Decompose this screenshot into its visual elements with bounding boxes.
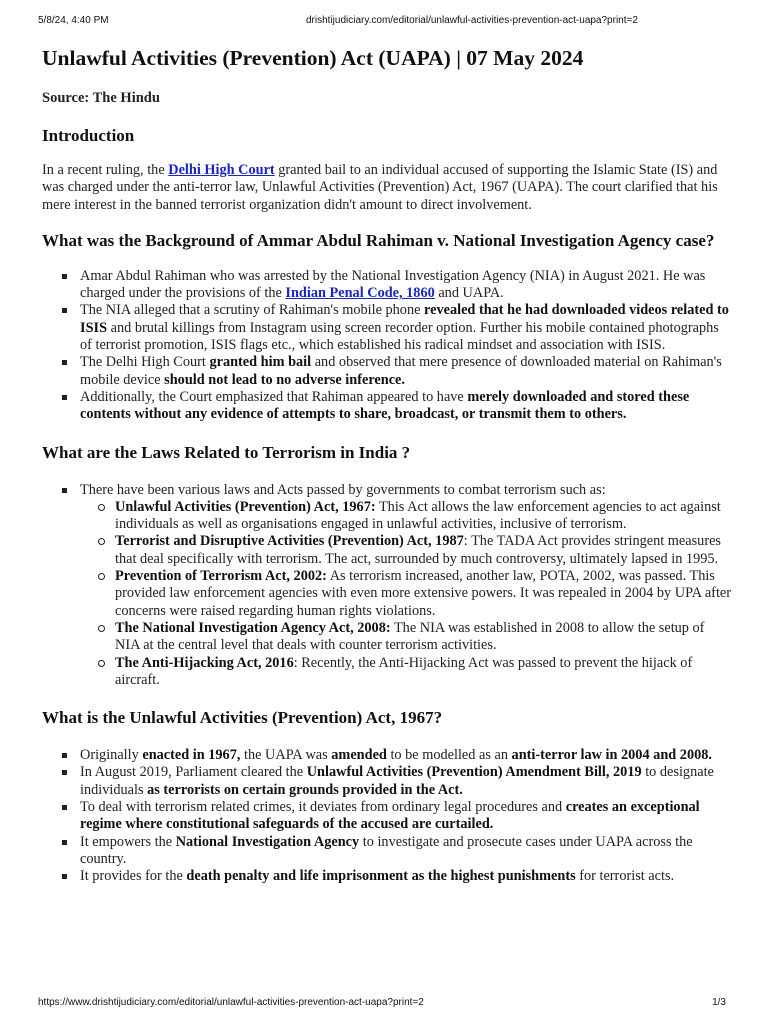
item-text: It empowers the	[80, 833, 176, 850]
item-text: to designate individuals	[80, 764, 714, 798]
sublist-item	[80, 620, 732, 655]
sublist-item	[80, 568, 732, 620]
item-bold: Unlawful Activities (Prevention) Amendment Bill, 2019	[306, 764, 642, 781]
page-title: Unlawful Activities (Prevention) Act (UAPA) | 07 May 2024	[42, 46, 584, 70]
list-item	[42, 482, 732, 690]
item-bold: granted him bail	[209, 354, 312, 371]
uapa-heading: What is the Unlawful Activities (Prevention) Act, 1967?	[42, 708, 443, 728]
list-item	[42, 302, 732, 354]
print-header	[0, 15, 768, 29]
item-text: Amar Abdul Rahiman who was arrested by the National Investigation Agency (NIA) in August 2021. He was charged under the provisions of the	[80, 267, 706, 302]
item-bold: The Anti-Hijacking Act, 2016	[115, 654, 294, 671]
list-item	[42, 389, 732, 424]
item-text: To deal with terrorism related crimes, it deviates from ordinary legal procedures and	[80, 799, 566, 816]
item-bold: Prevention of Terrorism Act, 2002:	[115, 568, 327, 585]
item-text: Additionally, the Court emphasized that Rahiman appeared to have	[80, 388, 468, 405]
list-item	[42, 834, 732, 869]
item-text: In August 2019, Parliament cleared the	[80, 764, 307, 781]
item-bold: anti-terror law in 2004 and 2008.	[511, 747, 712, 764]
item-text: and observed that mere presence of downloaded material on Rahiman's mobile device	[80, 354, 722, 388]
print-datetime: 5/8/24, 4:40 PM	[38, 15, 109, 26]
item-text: the UAPA was	[240, 747, 332, 764]
item-text: to be modelled as an	[386, 747, 512, 764]
item-text: This Act allows the law enforcement agencies to act against individuals as well as organisations engaged in unlawful activities, inclusive of terrorism.	[115, 498, 721, 533]
laws-sublist	[80, 499, 732, 689]
uapa-list	[42, 747, 732, 885]
item-bold: The National Investigation Agency Act, 2008:	[115, 619, 391, 636]
item-text: As terrorism increased, another law, POTA, 2002, was passed. This provided law enforcement agencies with even more extensive powers. It was repealed in 2004 by UPA after concerns were raised regarding human rights violations.	[115, 568, 732, 619]
item-bold: National Investigation Agency	[175, 833, 360, 850]
background-heading: What was the Background of Ammar Abdul Rahiman v. National Investigation Agency case?	[42, 230, 715, 250]
item-bold: Unlawful Activities (Prevention) Act, 1967:	[115, 498, 376, 515]
background-list	[42, 268, 732, 424]
item-text: : Recently, the Anti-Hijacking Act was passed to prevent the hijack of aircraft.	[115, 654, 693, 688]
item-bold: creates an exceptional regime where constitutional safeguards of the accused are curtailed.	[80, 799, 700, 833]
item-text: The Delhi High Court	[80, 354, 210, 371]
item-bold: Terrorist and Disruptive Activities (Prevention) Act, 1987	[115, 533, 464, 550]
intro-text-2: granted bail to an individual accused of supporting the Islamic State (IS) and was charged under the anti-terror law, Unlawful Activities (Prevention) Act, 1967 (UAPA). The court clarified that his mere interest in the banned terrorist organization didn't amount to direct involvement.	[42, 162, 718, 213]
sublist-item	[80, 499, 732, 534]
footer-url: https://www.drishtijudiciary.com/editorial/unlawful-activities-prevention-act-uapa?print=2	[38, 997, 424, 1008]
item-text: for terrorist acts.	[575, 868, 675, 885]
item-text: There have been various laws and Acts passed by governments to combat terrorism such as:	[80, 481, 606, 498]
item-bold: should not lead to no adverse inference.	[164, 371, 405, 388]
item-text: and brutal killings from Instagram using screen recorder option. Further his mobile contained photographs of terrorist promotion, ISIS flags etc., which established his radical mindset and association with ISIS.	[80, 319, 719, 354]
list-item	[42, 354, 732, 389]
list-item	[42, 747, 732, 764]
intro-paragraph	[42, 162, 732, 214]
intro-text-1: In a recent ruling, the	[42, 162, 169, 178]
item-bold: as terrorists on certain grounds provided in the Act.	[147, 781, 463, 798]
print-url: drishtijudiciary.com/editorial/unlawful-activities-prevention-act-uapa?print=2	[306, 15, 638, 26]
laws-list	[42, 482, 732, 690]
page-number: 1/3	[712, 997, 726, 1008]
intro-heading: Introduction	[42, 126, 135, 145]
item-bold: merely downloaded and stored these contents without any evidence of attempts to share, broadcast, or transmit them to others.	[80, 388, 690, 423]
item-bold: revealed that he had downloaded videos related to ISIS	[80, 302, 729, 336]
laws-heading: What are the Laws Related to Terrorism in India ?	[42, 442, 411, 462]
item-text: It provides for the	[80, 868, 187, 885]
item-text: The NIA alleged that a scrutiny of Rahiman's mobile phone	[80, 302, 425, 319]
ipc-link[interactable]: Indian Penal Code, 1860	[285, 285, 435, 302]
delhi-high-court-link[interactable]: Delhi High Court	[168, 162, 275, 178]
item-bold: amended	[331, 747, 387, 764]
list-item	[42, 764, 732, 799]
item-text: : The TADA Act provides stringent measures that deal specifically with terrorism. The act, surrounded by much controversy, ultimately lapsed in 1995.	[115, 533, 721, 567]
list-item	[42, 268, 732, 303]
item-bold: enacted in 1967,	[142, 747, 241, 764]
item-text: The NIA was established in 2008 to allow the setup of NIA at the central level that deals with counter terrorism activities.	[115, 619, 705, 654]
item-bold: death penalty and life imprisonment as the highest punishments	[186, 868, 576, 885]
sublist-item	[80, 533, 732, 568]
item-text: Originally	[80, 747, 143, 764]
item-text: to investigate and prosecute cases under UAPA across the country.	[80, 833, 693, 867]
list-item	[42, 799, 732, 834]
source-line: Source: The Hindu	[42, 90, 160, 106]
item-text: and UAPA.	[434, 285, 504, 302]
print-footer	[0, 997, 768, 1011]
article	[42, 44, 732, 886]
sublist-item	[80, 655, 732, 690]
list-item	[42, 868, 732, 885]
